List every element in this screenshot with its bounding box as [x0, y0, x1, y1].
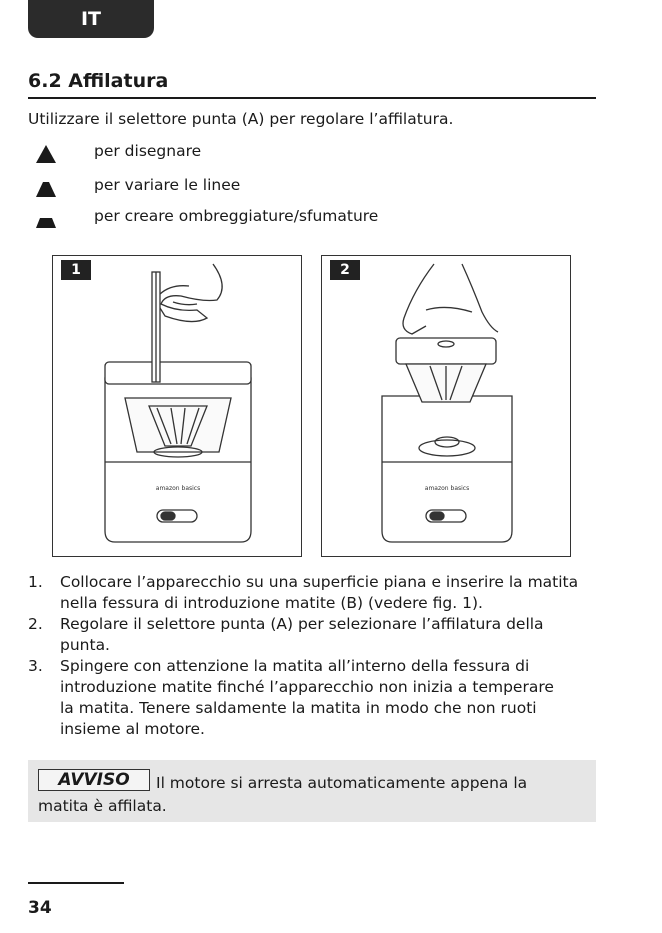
notice-label: AVVISO [38, 769, 150, 791]
intro-text: Utilizzare il selettore punta (A) per regolare l’affilatura. [28, 110, 454, 128]
figure-number: 2 [330, 260, 360, 280]
step-item [28, 656, 628, 740]
section-title: 6.2 Affilatura [28, 70, 169, 92]
blunt-tip-trapezoid-icon [36, 210, 56, 228]
step-line: nella fessura di introduzione matite (B) (vedere fig. 1). [60, 594, 483, 612]
step-line: Spingere con attenzione la matita all’interno della fessura di [60, 657, 530, 675]
step-number: 1. [28, 573, 43, 591]
notice-box [28, 760, 596, 822]
device-brand-label: amazon basics [155, 485, 201, 492]
sharpener-lid-removal-illustration [322, 256, 570, 556]
step-line: introduzione matite finché l’apparecchio non inizia a temperare [60, 678, 554, 696]
step-line: Regolare il selettore punta (A) per selezionare l’affilatura della [60, 615, 544, 633]
step-number: 3. [28, 657, 43, 675]
sharp-tip-triangle-icon [36, 145, 56, 163]
step-item [28, 572, 628, 614]
sharpener-pencil-illustration [53, 256, 301, 556]
step-item [28, 614, 628, 656]
tip-option-label: per variare le linee [94, 176, 241, 194]
language-tab: IT [28, 0, 154, 38]
figure-2 [321, 255, 571, 557]
tip-option-label: per disegnare [94, 142, 202, 160]
figure-1 [52, 255, 302, 557]
notice-text-line2: matita è affilata. [38, 797, 167, 815]
title-divider [28, 97, 596, 99]
instruction-steps [28, 572, 628, 740]
device-brand-label: amazon basics [424, 485, 470, 492]
footer-divider [28, 882, 124, 884]
step-line: insieme al motore. [60, 720, 205, 738]
medium-tip-triangle-icon [36, 179, 56, 197]
step-number: 2. [28, 615, 43, 633]
notice-text-line1: Il motore si arresta automaticamente appena la [156, 774, 528, 792]
figure-number: 1 [61, 260, 91, 280]
page-number: 34 [28, 898, 52, 918]
tip-option-label: per creare ombreggiature/sfumature [94, 207, 379, 225]
step-line: punta. [60, 636, 110, 654]
step-line: Collocare l’apparecchio su una superficie piana e inserire la matita [60, 573, 579, 591]
step-line: la matita. Tenere saldamente la matita in modo che non ruoti [60, 699, 537, 717]
